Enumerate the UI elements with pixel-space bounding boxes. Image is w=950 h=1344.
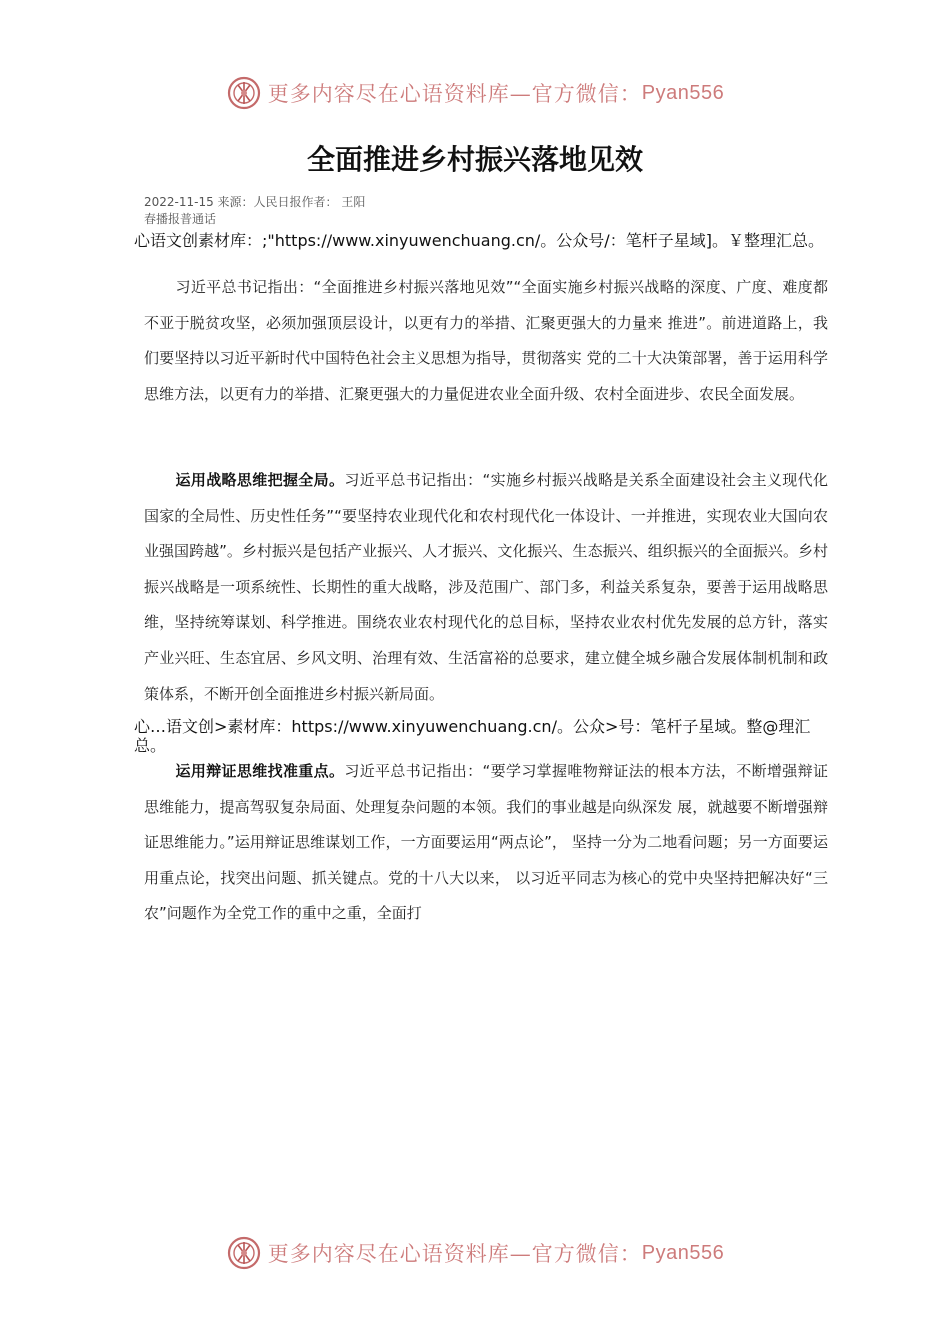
paragraph-strategic-lead: 运用战略思维把握全局。: [175, 471, 345, 489]
meta-date-source: 2022-11-15 来源：人民日报作者： 王阳: [144, 195, 366, 209]
paragraph-intro: 习近平总书记指出：“全面推进乡村振兴落地见效”“全面实施乡村振兴战略的深度、广度、难度都不亚于脱贫攻坚，必须加强顶层设计，以更有力的举措、汇聚更强大的力量来 推进”。前进道路上，我们要坚持以习近平新时代中国特色社会主义思想为指导，贯彻落实 党的二十大决策部署，善于运用科学思维方法，以更有力的举措、汇聚更强大的力量促进农业全面升级、农村全面进步、农民全面发展。: [144, 278, 828, 403]
page-title: 全面推进乡村振兴落地见效: [306, 143, 643, 176]
paragraph-dialectical-body: 习近平总书记指出：“要学习掌握唯物辩证法的根本方法，不断增强辩证思维能力，提高驾驭复杂局面、处理复杂问题的本领。我们的事业越是向纵深发 展，就越要不断增强辩证思维能力。”运用辩证思维谋划工作，一方面要运用“两点论”， 坚持一分为二地看问题；另一方面要运用重点论，找突出问题、抓关键点。党的十八大以来， 以习近平同志为核心的党中央坚持把解决好“三农”问题作为全党工作的重中之重，全面打: [144, 762, 828, 923]
banner-text: 更多内容尽在心语资料库—官方微信：: [267, 82, 642, 106]
paragraph-dialectical-lead: 运用辩证思维找准重点。: [175, 762, 345, 780]
paragraph-dialectical: [144, 754, 828, 932]
paragraph-strategic: [144, 463, 828, 712]
banner-wechat-id: Pyan556: [641, 81, 725, 104]
paragraph-strategic-body: 习近平总书记指出：“实施乡村振兴战略是关系全面建设社会主义现代化国家的全局性、历史性任务”“要坚持农业现代化和农村现代化一体设计、一并推进，实现农业大国向农业强国跨越”。乡村振兴是包括产业振兴、人才振兴、文化振兴、生态振兴、组织振兴的全面振兴。乡村振兴战略是一项系统性、长期性的重大战略，涉及范围广、部门多，利益关系复杂，要善于运用战略思维，坚持统筹谋划、科学推进。围绕农业农村现代化的总目标，坚持农业农村优先发展的总方针，落实产业兴旺、生态宜居、乡风文明、治理有效、生活富裕的总要求，建立健全城乡融合发展体制机制和政策体系，不断开创全面推进乡村振兴新局面。: [144, 471, 828, 703]
seal-logo-icon: [226, 75, 262, 111]
footer-banner-text: 更多内容尽在心语资料库—官方微信：: [267, 1242, 642, 1266]
watermark-line-1: 心语文创素材库：;"https://www.xinyuwenchuang.cn/。公众号/：笔杆子星域]。￥整理汇总。: [134, 231, 824, 250]
seal-logo-icon: [226, 1235, 262, 1271]
footer-banner: [0, 1231, 950, 1275]
meta-audio-label: 春播报普通话: [144, 212, 217, 226]
article-meta: [144, 194, 365, 228]
header-banner: [0, 71, 950, 115]
footer-banner-wechat-id: Pyan556: [641, 1241, 725, 1264]
watermark-line-2: 心…语文创>素材库：https://www.xinyuwenchuang.cn/。公众>号：笔杆子星域。整@理汇总。: [134, 717, 811, 755]
